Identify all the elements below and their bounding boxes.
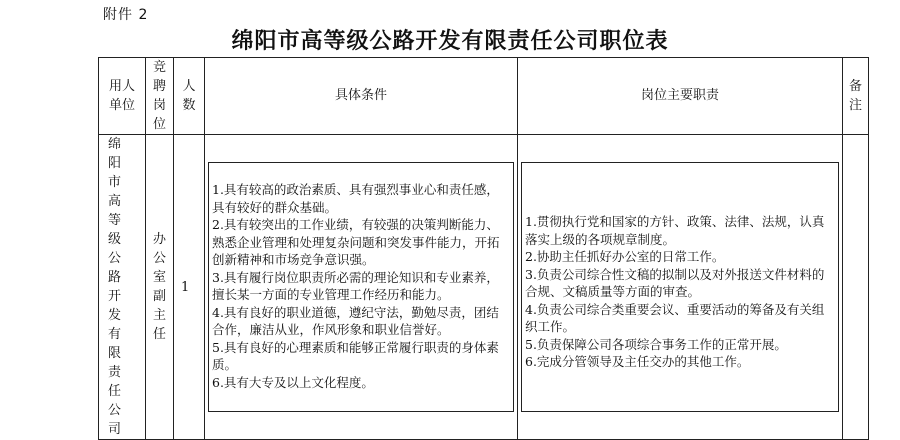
unit-name: 绵阳市高等级公路开发有限责任公司 [108,137,124,437]
header-remarks-text: 备注 [848,79,862,113]
duty-item: 5.负责保障公司各项综合事务工作的正常开展。 [525,336,787,352]
header-unit [99,58,146,135]
duty-item: 6.完成分管领导及主任交办的其他工作。 [525,354,750,369]
requirement-item: 6.具有大专及以上文化程度。 [212,374,374,390]
duty-item: 2.协助主任抓好办公室的日常工作。 [525,249,725,264]
duties-box [521,162,839,412]
requirement-item: 2.具有较突出的工作业绩，有较强的决策判断能力、熟悉企业管理和处理复杂问题和突发事件能力，开拓创新精神和市场竞争意识强。 [212,217,500,267]
header-unit-text: 用人单位 [108,79,135,113]
requirement-item: 4.具有良好的职业道德，遵纪守法，勤勉尽责，团结合作，廉洁从业，作风形象和职业信誉好。 [212,304,499,337]
duty-item: 4.负责公司综合类重要会议、重要活动的筹备及有关组织工作。 [525,301,825,334]
cell-duties [518,135,843,440]
cell-count: 1 [174,135,205,440]
header-count [174,58,205,135]
requirement-item: 5.具有良好的心理素质和能够正常履行职责的身体素质。 [212,339,499,372]
attachment-label: 附件 2 [103,7,149,23]
cell-remarks [843,135,869,440]
requirements-box [208,162,514,412]
cell-requirements [205,135,518,440]
positions-table [98,57,869,440]
cell-unit [99,135,146,440]
duty-item: 3.负责公司综合性文稿的拟制以及对外报送文件材料的合规、文稿质量等方面的审查。 [525,266,825,299]
page-title: 绵阳市高等级公路开发有限责任公司职位表 [231,29,669,54]
requirement-item: 3.具有履行岗位职责所必需的理论知识和专业素养，擅长某一方面的专业管理工作经历和能力。 [212,269,499,302]
requirement-item: 1.具有较高的政治素质、具有强烈事业心和责任感，具有较好的群众基础。 [212,182,499,215]
duty-item: 1.贯彻执行党和国家的方针、政策、法律、法规，认真落实上级的各项规章制度。 [525,214,825,247]
header-requirements: 具体条件 [205,58,518,135]
cell-post [146,135,174,440]
header-post [146,58,174,135]
header-post-text: 竞聘岗位 [152,60,166,132]
post-name: 办公室副主任 [152,232,166,342]
table-row [99,135,869,440]
header-remarks [843,58,869,135]
table-header-row [99,58,869,135]
header-duties: 岗位主要职责 [518,58,843,135]
header-count-text: 人数 [182,79,196,113]
